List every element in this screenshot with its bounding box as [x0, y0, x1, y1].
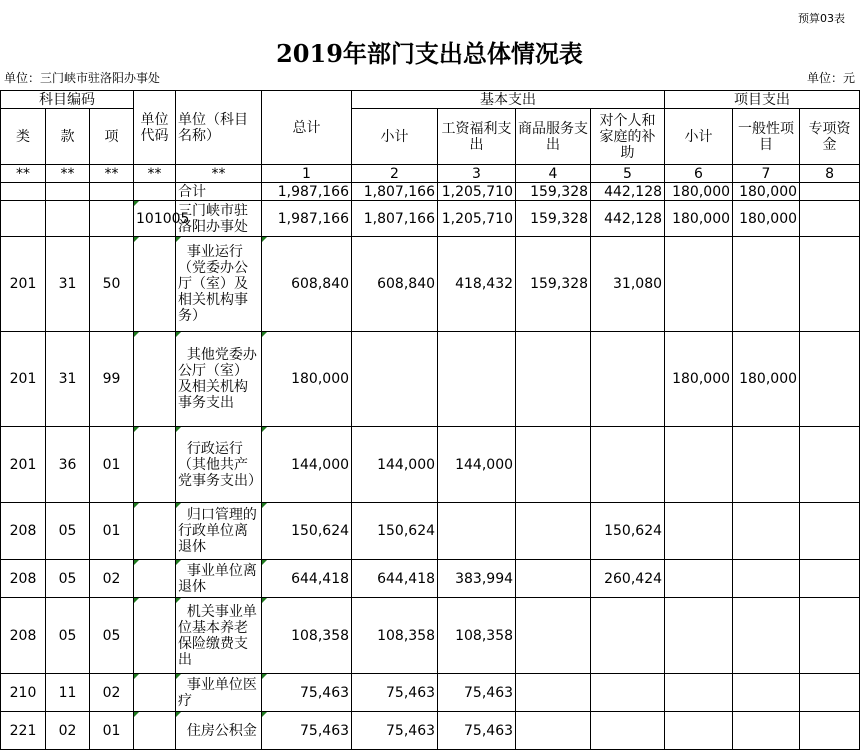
index-row [1, 165, 860, 183]
cell-name: 合计 [176, 183, 262, 201]
cell-lei: 210 [1, 674, 46, 712]
report-code: 预算03表 [798, 12, 845, 25]
header-unit-name: 单位（科目名称） [176, 91, 262, 165]
cell-lei [1, 183, 46, 201]
cell-special [800, 712, 860, 750]
header-general-project: 一般性项目 [733, 109, 800, 165]
cell-code [134, 712, 176, 750]
header-subject-code: 科目编码 [1, 91, 134, 109]
cell-kuan: 31 [46, 332, 90, 427]
cell-code [134, 598, 176, 674]
cell-general [733, 427, 800, 503]
cell-goods [516, 712, 591, 750]
cell-xiang: 05 [90, 598, 134, 674]
cell-xiang: 01 [90, 427, 134, 503]
header-kuan: 款 [46, 109, 90, 165]
cell-code [134, 183, 176, 201]
cell-name: 事业单位离退休 [176, 560, 262, 598]
table-row [1, 503, 860, 560]
cell-psub [665, 237, 733, 332]
index-cell: 6 [665, 165, 733, 183]
cell-kuan: 05 [46, 598, 90, 674]
cell-general: 180,000 [733, 332, 800, 427]
index-cell: ** [90, 165, 134, 183]
cell-lei: 221 [1, 712, 46, 750]
cell-xiang: 02 [90, 674, 134, 712]
cell-general [733, 560, 800, 598]
cell-xiang: 01 [90, 503, 134, 560]
cell-goods [516, 503, 591, 560]
cell-kuan [46, 201, 90, 237]
cell-psub [665, 427, 733, 503]
cell-personal: 150,624 [591, 503, 665, 560]
cell-basic: 108,358 [352, 598, 438, 674]
cell-code [134, 503, 176, 560]
cell-general [733, 598, 800, 674]
table-row [1, 183, 860, 201]
index-cell: 7 [733, 165, 800, 183]
unit-label: 单位：三门峡市驻洛阳办事处 [4, 71, 161, 85]
cell-kuan: 36 [46, 427, 90, 503]
cell-code [134, 427, 176, 503]
cell-personal [591, 332, 665, 427]
table-row [1, 598, 860, 674]
cell-lei: 208 [1, 560, 46, 598]
cell-xiang: 99 [90, 332, 134, 427]
cell-code [134, 674, 176, 712]
cell-lei: 201 [1, 332, 46, 427]
table-row [1, 332, 860, 427]
cell-name: 其他党委办公厅（室）及相关机构事务支出 [176, 332, 262, 427]
index-cell: ** [176, 165, 262, 183]
cell-lei: 201 [1, 427, 46, 503]
cell-salary: 144,000 [438, 427, 516, 503]
cell-special [800, 560, 860, 598]
cell-total: 150,624 [262, 503, 352, 560]
cell-code: 101005 [134, 201, 176, 237]
cell-goods: 159,328 [516, 237, 591, 332]
header-special-fund: 专项资金 [800, 109, 860, 165]
cell-psub [665, 598, 733, 674]
cell-xiang [90, 201, 134, 237]
cell-special [800, 183, 860, 201]
header-unit-code: 单位代码 [134, 91, 176, 165]
cell-kuan: 05 [46, 560, 90, 598]
cell-goods [516, 332, 591, 427]
header-basic-subtotal: 小计 [352, 109, 438, 165]
cell-name: 住房公积金 [176, 712, 262, 750]
cell-name: 机关事业单位基本养老保险缴费支出 [176, 598, 262, 674]
header-lei: 类 [1, 109, 46, 165]
cell-goods [516, 598, 591, 674]
cell-kuan: 02 [46, 712, 90, 750]
cell-general [733, 237, 800, 332]
cell-kuan: 11 [46, 674, 90, 712]
cell-general [733, 674, 800, 712]
cell-personal: 260,424 [591, 560, 665, 598]
cell-total: 75,463 [262, 674, 352, 712]
cell-basic [352, 332, 438, 427]
cell-personal [591, 598, 665, 674]
index-cell: ** [46, 165, 90, 183]
cell-psub [665, 560, 733, 598]
cell-psub: 180,000 [665, 201, 733, 237]
cell-total: 144,000 [262, 427, 352, 503]
cell-name: 三门峡市驻洛阳办事处 [176, 201, 262, 237]
index-cell: 2 [352, 165, 438, 183]
cell-psub: 180,000 [665, 183, 733, 201]
header-project-expenditure: 项目支出 [665, 91, 860, 109]
table-row [1, 560, 860, 598]
cell-total: 1,987,166 [262, 201, 352, 237]
cell-salary: 1,205,710 [438, 201, 516, 237]
table-row [1, 712, 860, 750]
cell-personal [591, 427, 665, 503]
cell-general [733, 503, 800, 560]
cell-psub: 180,000 [665, 332, 733, 427]
header-goods: 商品服务支出 [516, 109, 591, 165]
cell-personal: 31,080 [591, 237, 665, 332]
cell-code [134, 332, 176, 427]
cell-total: 608,840 [262, 237, 352, 332]
cell-personal: 442,128 [591, 201, 665, 237]
cell-basic: 608,840 [352, 237, 438, 332]
cell-salary [438, 332, 516, 427]
cell-total: 644,418 [262, 560, 352, 598]
cell-psub [665, 674, 733, 712]
cell-name: 行政运行（其他共产党事务支出） [176, 427, 262, 503]
cell-goods: 159,328 [516, 201, 591, 237]
header-salary: 工资福利支出 [438, 109, 516, 165]
header-xiang: 项 [90, 109, 134, 165]
cell-basic: 75,463 [352, 674, 438, 712]
cell-basic: 644,418 [352, 560, 438, 598]
cell-basic: 75,463 [352, 712, 438, 750]
cell-lei: 208 [1, 503, 46, 560]
cell-special [800, 332, 860, 427]
cell-kuan: 31 [46, 237, 90, 332]
cell-basic: 150,624 [352, 503, 438, 560]
cell-salary: 383,994 [438, 560, 516, 598]
cell-goods [516, 427, 591, 503]
cell-special [800, 201, 860, 237]
cell-code [134, 560, 176, 598]
cell-general: 180,000 [733, 183, 800, 201]
cell-salary: 75,463 [438, 712, 516, 750]
cell-special [800, 427, 860, 503]
cell-name: 事业运行（党委办公厅（室）及相关机构事务） [176, 237, 262, 332]
cell-total: 1,987,166 [262, 183, 352, 201]
table-row [1, 427, 860, 503]
cell-code [134, 237, 176, 332]
cell-xiang: 50 [90, 237, 134, 332]
cell-psub [665, 712, 733, 750]
cell-goods [516, 674, 591, 712]
index-cell: 3 [438, 165, 516, 183]
index-cell: ** [134, 165, 176, 183]
header-total: 总计 [262, 91, 352, 165]
cell-basic: 144,000 [352, 427, 438, 503]
cell-name: 事业单位医疗 [176, 674, 262, 712]
cell-name: 归口管理的行政单位离退休 [176, 503, 262, 560]
cell-basic: 1,807,166 [352, 183, 438, 201]
index-cell: 8 [800, 165, 860, 183]
index-cell: 1 [262, 165, 352, 183]
cell-total: 75,463 [262, 712, 352, 750]
currency-label: 单位：元 [806, 71, 855, 85]
index-cell: 4 [516, 165, 591, 183]
cell-xiang: 01 [90, 712, 134, 750]
page-title: 2019年部门支出总体情况表 [276, 39, 583, 68]
cell-lei: 201 [1, 237, 46, 332]
header-personal: 对个人和家庭的补助 [591, 109, 665, 165]
cell-kuan: 05 [46, 503, 90, 560]
header-project-subtotal: 小计 [665, 109, 733, 165]
cell-total: 180,000 [262, 332, 352, 427]
cell-psub [665, 503, 733, 560]
cell-xiang: 02 [90, 560, 134, 598]
cell-lei: 208 [1, 598, 46, 674]
cell-personal: 442,128 [591, 183, 665, 201]
table-row [1, 201, 860, 237]
cell-salary [438, 503, 516, 560]
expenditure-table [0, 90, 860, 750]
index-cell: ** [1, 165, 46, 183]
header-basic-expenditure: 基本支出 [352, 91, 665, 109]
table-row [1, 674, 860, 712]
cell-lei [1, 201, 46, 237]
cell-salary: 418,432 [438, 237, 516, 332]
cell-salary: 108,358 [438, 598, 516, 674]
cell-salary: 1,205,710 [438, 183, 516, 201]
cell-personal [591, 674, 665, 712]
table-row [1, 237, 860, 332]
cell-special [800, 674, 860, 712]
cell-special [800, 598, 860, 674]
cell-special [800, 503, 860, 560]
cell-xiang [90, 183, 134, 201]
cell-salary: 75,463 [438, 674, 516, 712]
cell-special [800, 237, 860, 332]
cell-general [733, 712, 800, 750]
cell-personal [591, 712, 665, 750]
index-cell: 5 [591, 165, 665, 183]
cell-basic: 1,807,166 [352, 201, 438, 237]
cell-goods: 159,328 [516, 183, 591, 201]
cell-general: 180,000 [733, 201, 800, 237]
cell-total: 108,358 [262, 598, 352, 674]
cell-goods [516, 560, 591, 598]
cell-kuan [46, 183, 90, 201]
